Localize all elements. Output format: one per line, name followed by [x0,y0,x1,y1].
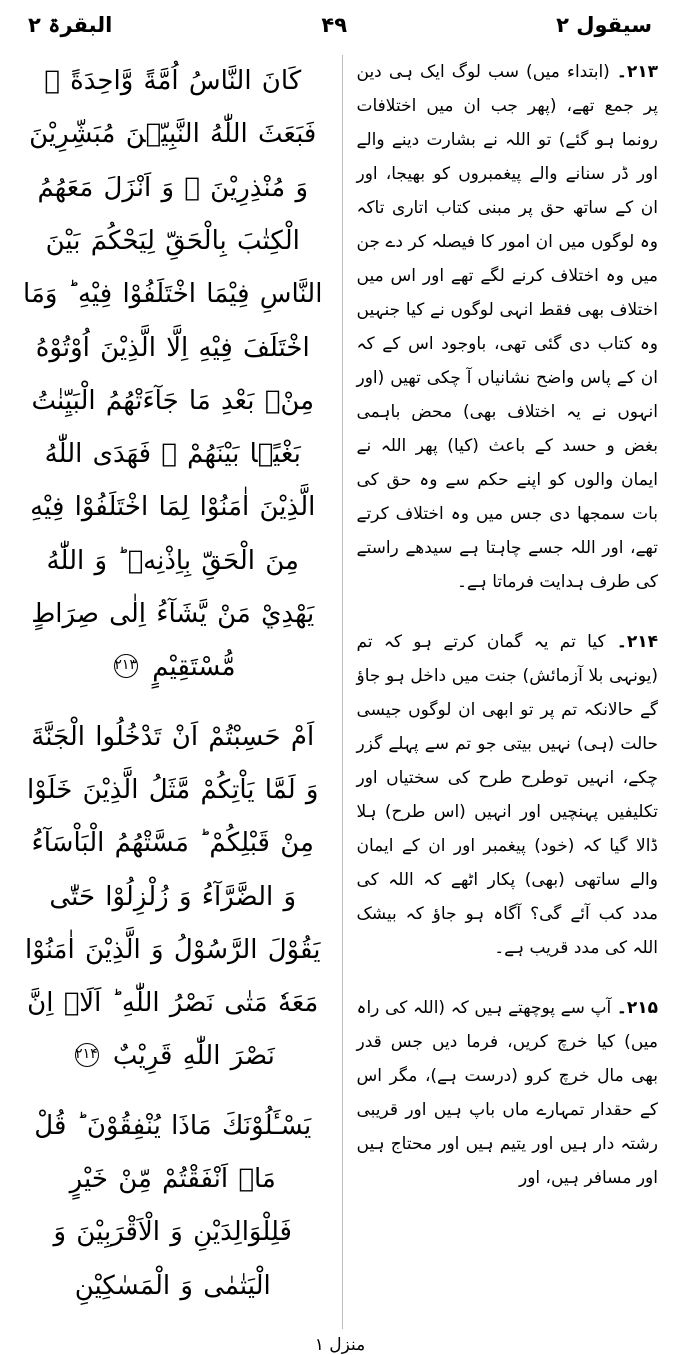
manzil-label: منزل ۱ [314,1334,366,1355]
translation-text: آپ سے پوچھتے ہیں کہ (اللہ کی راہ میں) کیا خرچ کریں، فرما دیں جس قدر بھی مال خرچ کرو (درست ہے)، مگر اس کے حقدار تمہارے ماں باپ ہیں اور قریبی رشتہ دار ہیں اور یتیم ہیں اور محتاج ہیں اور مسافر ہیں، اور [356,998,658,1189]
header-surah-left: البقرۃ ۲ [28,13,113,37]
ayah-block [22,55,324,695]
page-number: ۴۹ [321,13,348,37]
translation-verse-number: ۲۱۴۔ [616,632,659,653]
ayah-number-marker: ۲۱۴ [75,1043,99,1067]
translation-text: کیا تم یہ گمان کرتے ہو کہ تم (یونہی بلا آزمائش) جنت میں داخل ہو جاؤ گے حالانکہ تم پر تو ابھی ان لوگوں جیسی حالت (ہی) نہیں بیتی جو تم سے پہلے گزر چکے، انہیں توطرح طرح کی سختیاں اور تکلیفیں پہنچیں اور انہیں (اس طرح) ہلا ڈالا گیا کہ (خود) پیغمبر اور ان کے ایمان والے ساتھی (بھی) پکار اٹھے کہ اللہ کی مدد کب آئے گی؟ آگاہ ہو جاؤ کہ بیشک اللہ کی مدد قریب ہے۔ [356,632,658,959]
page-footer [22,1329,658,1355]
ayah-text: اَمْ حَسِبْتُمْ اَنْ تَدْخُلُوا الْجَنَّةَ وَ لَمَّا يَاْتِكُمْ مَّثَلُ الَّذِيْنَ خَلَوْا مِنْ قَبْلِكُمْ ؕ مَسَّتْهُمُ الْبَاْسَآءُ وَ الضَّرَّآءُ وَ زُلْزِلُوْا حَتّٰى يَقُوْلَ الرَّسُوْلُ وَ الَّذِيْنَ اٰمَنُوْا مَعَهٗ مَتٰى نَصْرُ اللّٰهِ ؕ اَلَاۤ اِنَّ نَصْرَ اللّٰهِ قَرِيْبٌ [25,721,321,1072]
header-surah-right: سیقول ۲ [556,13,652,37]
translation-block [357,625,659,965]
page-header [22,14,658,43]
translation-block [357,55,659,599]
translation-verse-number: ۲۱۵۔ [616,998,659,1019]
ayah-block [22,1100,324,1313]
arabic-text-column [22,55,324,1329]
translation-text: (ابتداء میں) سب لوگ ایک ہی دین پر جمع تھے، (پھر جب ان میں اختلافات رونما ہو گئے) تو اللہ نے بشارت دینے والے اور ڈر سنانے والے پیغمبروں کو بھیجا، اور ان کے ساتھ حق پر مبنی کتاب اتاری تاکہ وہ لوگوں میں ان امور کا فیصلہ کر دے جن میں وہ اختلاف کرنے لگے تھے اور اس میں اختلاف بھی فقط انہی لوگوں نے کیا جنہیں وہ کتاب دی گئی تھی، باوجود اس کے کہ ان کے پاس واضح نشانیاں آ چکی تھیں (اور انہوں نے یہ اختلاف بھی) محض باہمی بغض و حسد کے باعث (کیا) پھر اللہ نے ایمان والوں کو اپنے حکم سے وہ حق کی بات سمجھا دی جس میں وہ اختلاف کرتے تھے، اور اللہ جسے چاہتا ہے سیدھے راستے کی طرف ہدایت فرماتا ہے۔ [356,62,658,593]
page-columns [22,55,658,1329]
urdu-translation-column [342,55,659,1329]
translation-verse-number: ۲۱۳۔ [616,62,659,83]
translation-block [357,991,659,1195]
ayah-text: كَانَ النَّاسُ اُمَّةً وَّاحِدَةً ۚ فَبَعَثَ اللّٰهُ النَّبِيّٖنَ مُبَشِّرِيْنَ وَ مُنْذِرِيْنَ ۪ وَ اَنْزَلَ مَعَهُمُ الْكِتٰبَ بِالْحَقِّ لِيَحْكُمَ بَيْنَ النَّاسِ فِيْمَا اخْتَلَفُوْا فِيْهِ ؕ وَمَا اخْتَلَفَ فِيْهِ اِلَّا الَّذِيْنَ اُوْتُوْهُ مِنْۢ بَعْدِ مَا جَآءَتْهُمُ الْبَيِّنٰتُ بَغْيًۢا بَيْنَهُمْ ۚ فَهَدَى اللّٰهُ الَّذِيْنَ اٰمَنُوْا لِمَا اخْتَلَفُوْا فِيْهِ مِنَ الْحَقِّ بِاِذْنِهٖ ؕ وَ اللّٰهُ يَهْدِيْ مَنْ يَّشَآءُ اِلٰى صِرَاطٍ مُّسْتَقِيْمٍ [23,66,323,683]
ayah-block [22,711,324,1084]
ayah-text: يَسْـَٔلُوْنَكَ مَاذَا يُنْفِقُوْنَ ؕ قُلْ مَاۤ اَنْفَقْتُمْ مِّنْ خَيْرٍ فَلِلْوَالِدَيْنِ وَ الْاَقْرَبِيْنَ وَ الْيَتٰمٰى وَ الْمَسٰكِيْنِ [34,1110,312,1301]
ayah-number-marker: ۲۱۳ [114,654,138,678]
